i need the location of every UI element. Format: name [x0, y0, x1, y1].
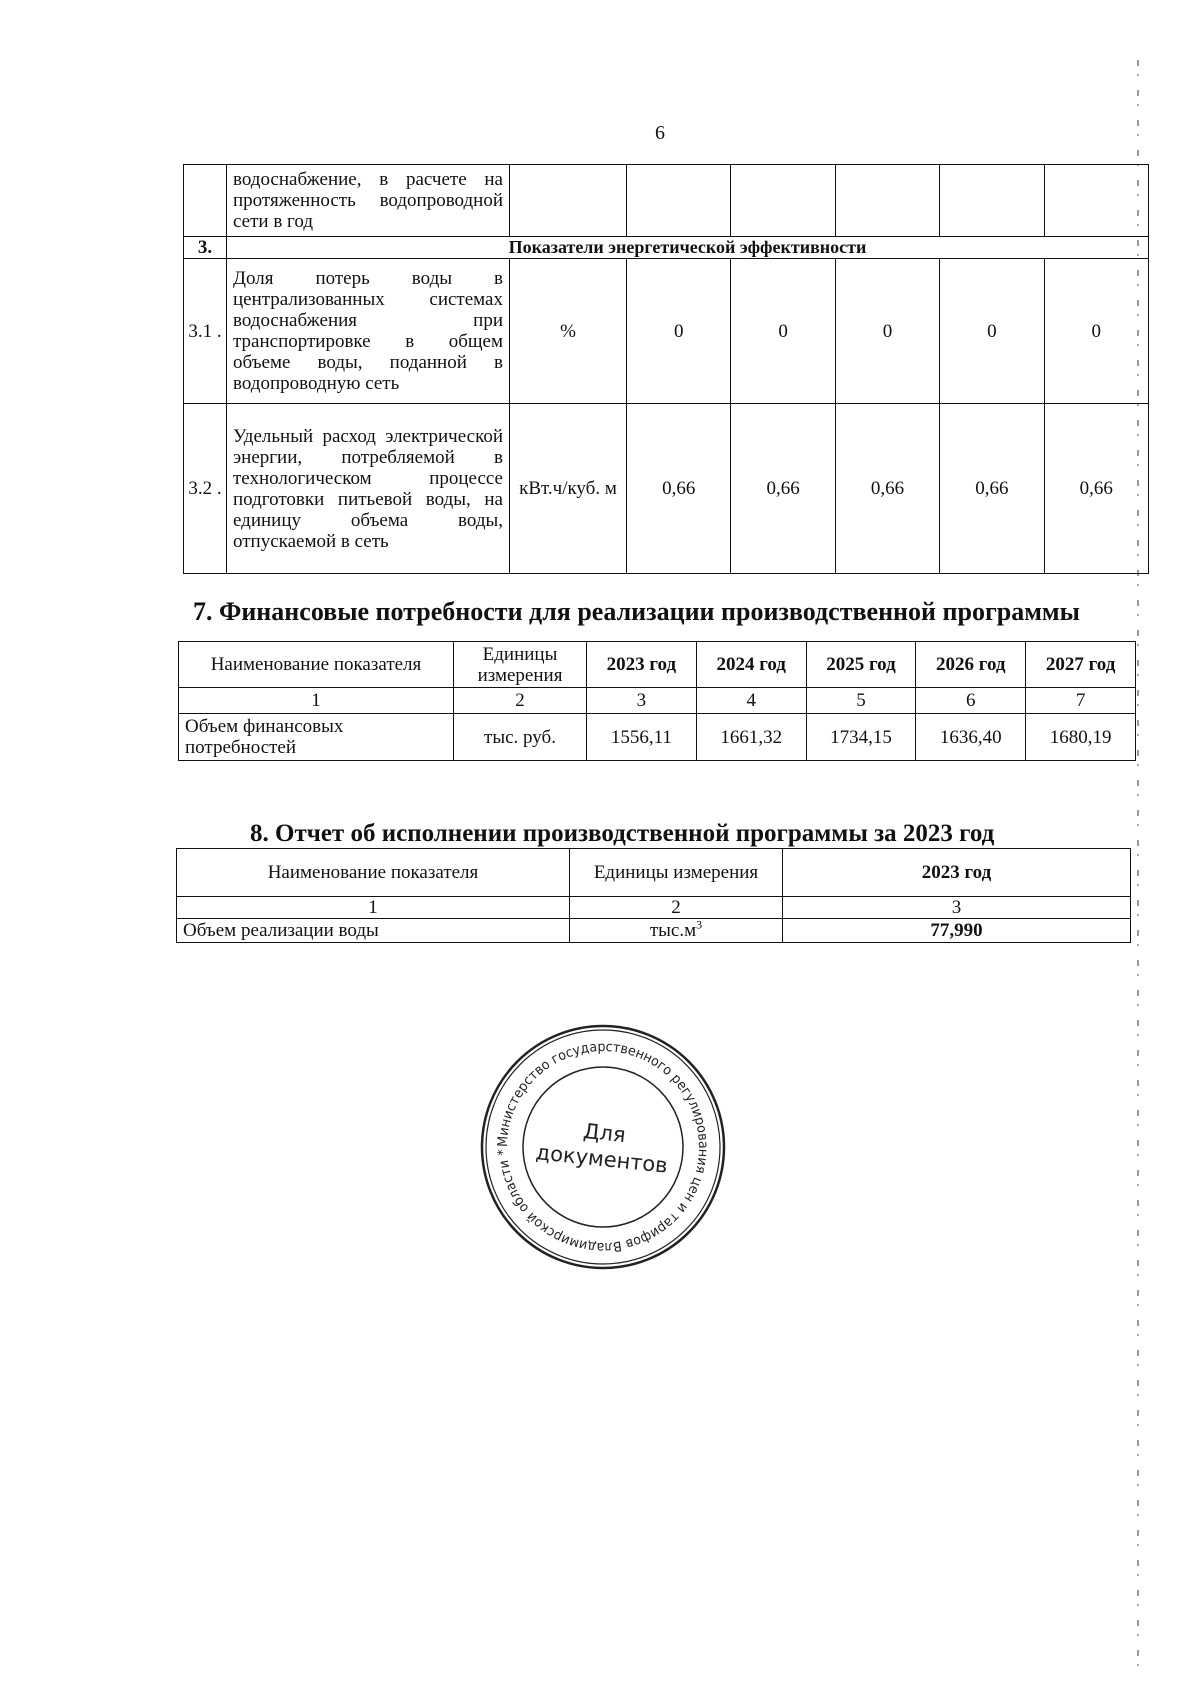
column-number-row: [179, 688, 1136, 714]
unit-superscript: 3: [696, 917, 703, 932]
table-cell: [184, 165, 227, 237]
column-header: Единицы измерения: [570, 849, 783, 897]
column-number: 1: [179, 688, 454, 714]
indicator-value: 0,66: [731, 404, 835, 574]
table-cell: [940, 165, 1044, 237]
table-header-row: [179, 642, 1136, 688]
indicator-value: 1636,40: [916, 714, 1026, 761]
stamp-center-line2: документов: [534, 1140, 669, 1178]
indicator-value: 0: [627, 259, 731, 404]
indicator-name: Объем реализации воды: [177, 919, 570, 943]
indicator-value: 1661,32: [696, 714, 806, 761]
report-table: [176, 848, 1131, 943]
indicator-name: Удельный расход электрической энергии, потребляемой в технологическом процессе подготовки питьевой воды, на единицу объема воды, отпускаемой в сеть: [227, 404, 510, 574]
indicator-value: 0,66: [627, 404, 731, 574]
column-number: 2: [570, 897, 783, 919]
column-number: 3: [783, 897, 1131, 919]
indicator-unit: кВт.ч/куб. м: [510, 404, 627, 574]
column-number: 4: [696, 688, 806, 714]
column-number: 3: [587, 688, 697, 714]
column-number: 1: [177, 897, 570, 919]
column-number-row: [177, 897, 1131, 919]
column-header: 2025 год: [806, 642, 916, 688]
section-title: Показатели энергетической эффективности: [227, 237, 1149, 259]
table-row: [184, 165, 1149, 237]
indicator-value: 0,66: [1044, 404, 1148, 574]
column-number: 6: [916, 688, 1026, 714]
column-number: 2: [454, 688, 587, 714]
table-row: [184, 259, 1149, 404]
stamp-center-line1: Для: [582, 1118, 627, 1148]
continuation-text: водоснабжение, в расчете на протяженность водопроводной сети в год: [227, 165, 510, 237]
indicator-unit: тыс. руб.: [454, 714, 587, 761]
column-header: 2026 год: [916, 642, 1026, 688]
indicator-name: Доля потерь воды в централизованных системах водоснабжения при транспортировке в общем объеме воды, поданной в водопроводную сеть: [227, 259, 510, 404]
indicator-value: 0: [731, 259, 835, 404]
column-number: 5: [806, 688, 916, 714]
column-number: 7: [1026, 688, 1136, 714]
stamp-ring-text-path: Министерство государственного регулирования цен и тарифов Владимирской области *: [494, 1038, 712, 1256]
indicator-unit: [570, 919, 783, 943]
table-row: [177, 919, 1131, 943]
indicator-value: 1734,15: [806, 714, 916, 761]
column-header: Наименование показателя: [179, 642, 454, 688]
table-cell: [835, 165, 939, 237]
table-cell: [731, 165, 835, 237]
section-row: [184, 237, 1149, 259]
column-header: Наименование показателя: [177, 849, 570, 897]
row-number: 3.2 .: [184, 404, 227, 574]
indicator-value: 0: [940, 259, 1044, 404]
column-header: 2023 год: [587, 642, 697, 688]
unit-text: тыс.м: [649, 920, 697, 941]
section-8-heading: 8. Отчет об исполнении производственной программы за 2023 год: [250, 820, 995, 847]
indicator-name: Объем финансовых потребностей: [179, 714, 454, 761]
indicator-unit: %: [510, 259, 627, 404]
financial-needs-table: [178, 641, 1136, 761]
indicator-value: 0,66: [835, 404, 939, 574]
section-number: 3.: [184, 237, 227, 259]
table-cell: [510, 165, 627, 237]
official-stamp: [478, 1022, 728, 1272]
indicator-value: 1556,11: [587, 714, 697, 761]
row-number: 3.1 .: [184, 259, 227, 404]
table-row: [184, 404, 1149, 574]
indicator-value: 77,990: [783, 919, 1131, 943]
table-header-row: [177, 849, 1131, 897]
indicator-value: 0,66: [940, 404, 1044, 574]
indicator-value: 1680,19: [1026, 714, 1136, 761]
indicators-table: [183, 164, 1149, 574]
section-7-heading: 7. Финансовые потребности для реализации производственной программы: [193, 597, 1080, 626]
indicator-value: 0: [835, 259, 939, 404]
indicator-value: 0: [1044, 259, 1148, 404]
table-row: [179, 714, 1136, 761]
column-header: Единицы измерения: [454, 642, 587, 688]
page-number: 6: [655, 122, 665, 144]
column-header: 2027 год: [1026, 642, 1136, 688]
table-cell: [1044, 165, 1148, 237]
column-header: 2023 год: [783, 849, 1131, 897]
column-header: 2024 год: [696, 642, 806, 688]
table-cell: [627, 165, 731, 237]
